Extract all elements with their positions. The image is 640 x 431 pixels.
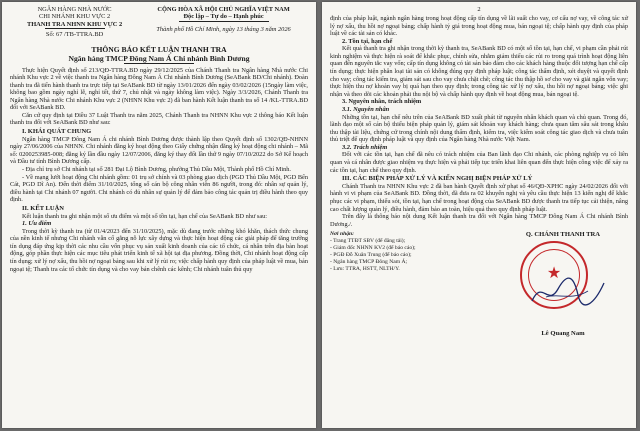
divider xyxy=(124,63,194,64)
recipient-item: - Lưu: TTRA, HSTT, NLTH/Y. xyxy=(330,266,400,273)
recipient-item: - PGĐ Đỗ Xuân Trung (để báo cáo); xyxy=(330,252,412,259)
body-paragraph: - Về mạng lưới hoạt động Chi nhánh gồm: 01 trụ sở chính và 03 phòng giao dịch (PGD Thủ Dầu Một, PGD Bến Cát, PGD Dĩ An). Đến thời điểm 31/10/2025, tổng số cán bộ công nhân viên 86 người, trong đó: nhân sự quản lý, điều hành tại Chi nhánh 07 người. Chi nhánh có đủ nhân sự quản lý để đảm bảo công tác quản trị điều hành theo quy định. xyxy=(10,173,308,204)
body-paragraph: Ngân hàng TMCP Đông Nam Á chi nhánh Bình Dương được thành lập theo Quyết định số 1302/QĐ-NHNN ngày 27/06/2006 của NHNN. Chi nhánh đăng ký hoạt động theo Giấy chứng nhận đăng ký hoạt động chi nhánh – Mã số: 0200253985-008; đăng ký lần đầu ngày 12/07/2006, đăng ký thay đổi lần thứ 9 ngày 07/10/2022 do Sở Kế hoạch và Đầu tư tỉnh Bình Dương cấp. xyxy=(10,135,308,166)
subsection-heading: 3. Nguyên nhân, trách nhiệm xyxy=(342,98,422,106)
subsection-heading: 2. Tồn tại, hạn chế xyxy=(342,37,393,45)
body-paragraph: Những tồn tại, hạn chế nêu trên của SeABank BD xuất phát từ nguyên nhân khách quan và chủ quan. Trong đó, lãnh đạo một số cán bộ thiếu biện pháp quản lý, giám sát khoản vay khách hàng; chưa quan tâm sâu sát trong khâu thu thập tài liệu, chứng cứ trong chính nội dung thẩm định, kiểm tra, việc kiểm soát công tác giao dịch và chưa tuân thủ triệt để quy định pháp luật và quy định của Ngân hàng Nhà nước Việt Nam. xyxy=(330,113,628,144)
subsection-heading: 3.2. Trách nhiệm xyxy=(342,143,388,151)
recipient-item: - Trang TTĐT SBV (để đăng tải); xyxy=(330,238,406,245)
signer-title: Q. CHÁNH THANH TRA xyxy=(525,231,601,239)
page-2 xyxy=(322,2,636,428)
body-paragraph: Chánh Thanh tra NHNN Khu vực 2 đã ban hành Quyết định xử phạt số 46/QĐ-XPHC ngày 24/02/2026 đối với hành vi vi phạm của SeABank BD. Đồng thời, đã đưa ra 02 khuyến nghị và yêu cầu thực hiện 13 kiến nghị để khắc phục các vi phạm, thiếu sót, tồn tại, hạn chế trong hoạt động của SeABank BD được thanh tra tiếp tục cải thiện, nâng cao chất lượng quản lý, điều hành, đảm bảo an toàn, hiệu quả theo quy định pháp luật. xyxy=(330,182,628,213)
country-name: CỘNG HÒA XÃ HỘI CHỦ NGHĨA VIỆT NAM xyxy=(157,6,290,13)
agency-line-2: CHI NHÁNH KHU VỰC 2 xyxy=(38,13,111,21)
motto: Độc lập – Tự do – Hạnh phúc xyxy=(183,13,264,21)
section-heading: III. CÁC BIỆN PHÁP XỬ LÝ VÀ KIẾN NGHỊ BIỆN PHÁP XỬ LÝ xyxy=(342,175,533,183)
intro-paragraph: Thực hiện Quyết định số 213/QĐ-TTRA.BD ngày 29/12/2025 của Chánh Thanh tra Ngân hàng Nhà nước Chi nhánh Khu vực 2 về việc thanh tra Ngân hàng Đông Nam Á Chi nhánh Bình Dương (SeABank BD/Chi nhánh). Đoàn thanh tra đã tiến hành thanh tra trực tiếp tại SeABank BD từ ngày 13/01/2026 đến ngày 03/02/2026 (15ngày làm việc, không bao gồm ngày nghỉ lễ, nghỉ tết, thứ 7, chủ nhật và ngày không làm việc). Ngày 3/3/2026, Chánh Thanh tra Ngân hàng Nhà nước Chi nhánh Khu vực 2 (NHNN Khu vực 2) đã ban hành Kết luận thanh tra số 14 /KL-TTRA.BD đối với SeABank BD. xyxy=(10,66,308,112)
country-block xyxy=(139,6,308,39)
subsection-heading: 3.1. Nguyên nhân xyxy=(342,105,390,113)
body-paragraph: Kết luận thanh tra ghi nhận một số ưu điểm và một số tồn tại, hạn chế của SeABank BD như sau: xyxy=(22,212,268,220)
agency-block xyxy=(10,6,139,39)
body-paragraph: Đối với các tồn tại, hạn chế đã nêu có trách nhiệm của Ban lãnh đạo Chi nhánh, các phòng nghiệp vụ có liên quan và cá nhân được giao nhiệm vụ thực hiện và phải tiếp tục triển khai liên quan đến thực hiện công việc để xảy ra các tồn tại, hạn chế theo quy định. xyxy=(330,151,628,174)
body-paragraph: Kết quả thanh tra ghi nhận trong thời kỳ thanh tra, SeABank BD có một số tồn tại, hạn chế, vi phạm cần phải rút kinh nghiệm và thực hiện rà soát để khắc phục, chỉnh sửa, nhằm giảm thiểu các rủi ro trong quá trình hoạt động liên quan đến nguyên tắc vay vốn; cấp tín dụng không có tài sản bảo đảm cho các khách hàng thuộc đối tượng hạn chế cấp tín dụng; thực hiện phân loại tài sản có không đúng quy định pháp luật; công tác thẩm định, xét duyệt và quyết định cho vay; công tác kiểm tra, giám sát sau cho vay chưa chặt chẽ; công tác thu thập hồ sơ cho vay và giải ngân vốn vay; thực hiện thu nợ khoản vay bị quá hạn theo quy định; trong công tác xử lý nợ xấu, thu hồi nợ ngoại bảng; việc ghi nhận và theo dõi các khoản phải thu nội bộ và chấp hành quy định về hoạt động mua, bán ngoại tệ. xyxy=(330,45,628,98)
body-paragraph: Trong thời kỳ thanh tra (từ 01/4/2023 đến 31/10/2025), mặc dù đang trước những khó khăn, thách thức chung của nền kinh tế nhưng Chi nhánh vẫn cố gắng nỗ lực xây dựng và thực hiện hoạt động các giải pháp để tăng trưởng tín dụng đáp ứng kịp thời các nhu cầu vốn phục vụ sản xuất kinh doanh của các tổ chức, cá nhân trên địa bàn hoạt động, góp phần thực hiện các mục tiêu phát triển kinh tế xã hội tại địa phương. Đồng thời, Chi nhánh hoạt động cấp tín dụng; xử lý nợ xấu, thu hồi nợ ngoại bảng sau khi xử lý rủi ro; việc chấp hành quy định của pháp luật về mua, bán ngoại tệ; Thanh tra các tổ chức tín dụng và cho vay bán chênh các kênh; Chi nhánh tuân thủ quy xyxy=(10,227,308,273)
intro-paragraph: Căn cứ quy định tại Điều 37 Luật Thanh tra năm 2025, Chánh Thanh tra NHNN Khu vực 2 thông báo Kết luận thanh tra đối với SeABank BD như sau: xyxy=(10,111,308,127)
recipients-title: Nơi nhận: xyxy=(330,231,354,238)
page-number: 2 xyxy=(477,6,481,13)
signer-name: Lê Quang Nam xyxy=(541,330,585,338)
recipient-item: - Ngân hàng TMCP Đông Nam Á; xyxy=(330,259,408,266)
recipient-item: - Giám đốc NHNN KV2 (để báo cáo); xyxy=(330,245,416,252)
place-date: Thành phố Hồ Chí Minh, ngày 13 tháng 3 năm 2026 xyxy=(156,25,291,33)
subsection-heading: 1. Ưu điểm xyxy=(22,220,52,228)
section-heading: I. KHÁI QUÁT CHUNG xyxy=(22,128,92,135)
signature-block xyxy=(330,231,628,341)
handwritten-signature-icon xyxy=(528,271,608,311)
signature-area xyxy=(498,231,628,341)
agency-line-3: THANH TRA NHNN KHU VỰC 2 xyxy=(26,20,123,28)
body-paragraph: - Địa chỉ trụ sở Chi nhánh tại số 281 Đại Lộ Bình Dương, phường Thủ Dầu Một, Thành phố Hồ Chí Minh. xyxy=(22,165,291,173)
recipients-list xyxy=(330,231,480,341)
doc-subtitle: Ngân hàng TMCP Đông Nam Á Chi nhánh Bình Dương xyxy=(68,53,250,63)
section-heading: II. KẾT LUẬN xyxy=(22,204,64,212)
page-1 xyxy=(2,2,316,428)
official-stamp-icon: ★ xyxy=(520,241,588,309)
doc-title: THÔNG BÁO KẾT LUẬN THANH TRA xyxy=(91,44,227,54)
header xyxy=(10,6,308,39)
divider xyxy=(45,28,105,29)
divider xyxy=(179,21,269,22)
agency-line-1: NGÂN HÀNG NHÀ NƯỚC xyxy=(37,6,112,13)
closing-paragraph: Trên đây là thông báo nội dung Kết luận thanh tra đối với Ngân hàng TMCP Đông Nam Á Chi nhánh Bình Dương./. xyxy=(330,213,628,228)
doc-number: Số: 67 /TB-TTRA.BD xyxy=(45,31,104,39)
body-paragraph: định của pháp luật, ngành ngân hàng trong hoạt động cấp tín dụng về lãi suất cho vay, cơ cấu nợ vay, về công tác xử lý nợ xấu, thu hồi nợ ngoại bảng; chấp hành tỷ giá trong hoạt động mua, bán ngoại tệ; chấp hành quy định của pháp luật về các tài sản có khác. xyxy=(330,15,628,38)
